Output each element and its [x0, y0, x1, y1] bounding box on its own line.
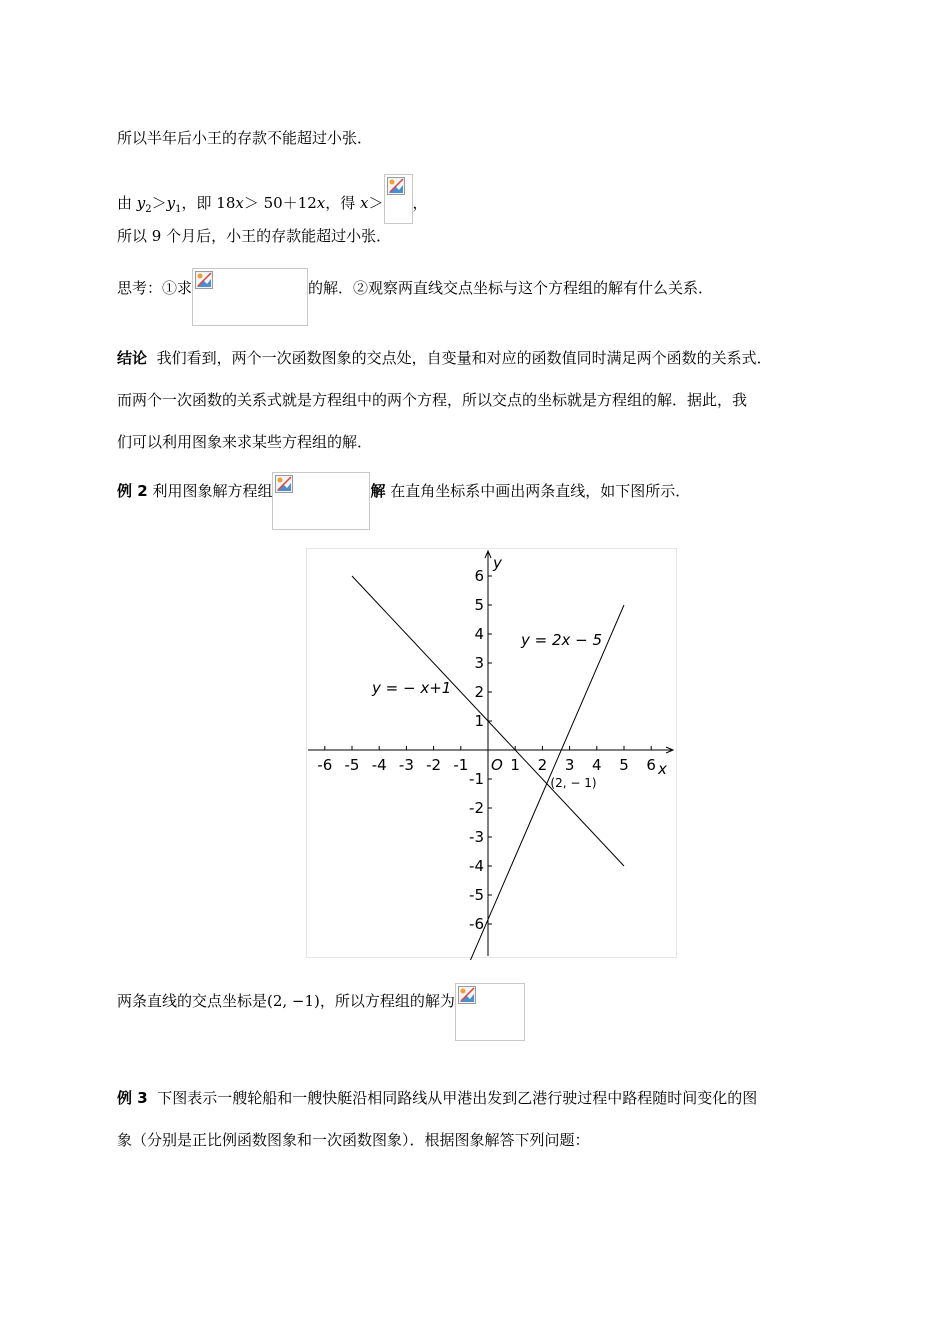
- y-tick-label: -5: [469, 886, 484, 904]
- x-tick-label: -2: [426, 756, 442, 774]
- coordinate-graph: [306, 548, 678, 960]
- y-tick-label: -2: [469, 799, 484, 817]
- conclusion-line-1: 结论 我们看到，两个一次函数图象的交点处，自变量和对应的函数值同时满足两个函数的关系式．: [117, 349, 772, 367]
- y-tick-label: 2: [474, 683, 484, 701]
- conclusion-line-2: 而两个一次函数的关系式就是方程组中的两个方程，所以交点的坐标就是方程组的解．据此，我: [117, 391, 748, 409]
- broken-image-icon: [387, 177, 405, 195]
- broken-image-placeholder: [384, 174, 413, 224]
- x-tick-label: 4: [592, 756, 602, 774]
- example-3-line-1: 例 3 下图表示一艘轮船和一艘快艇沿相同路线从甲港出发到乙港行驶过程中路程随时间变化的图: [117, 1089, 758, 1107]
- graph-frame: [307, 549, 677, 958]
- example-3-line-2: 象（分别是正比例函数图象和一次函数图象）．根据图象解答下列问题：: [117, 1131, 590, 1149]
- y-axis-label: y: [493, 554, 502, 572]
- broken-image-icon: [275, 475, 293, 493]
- y-tick-label: 6: [474, 567, 484, 585]
- conclusion-line-3: 们可以利用图象来求某些方程组的解．: [117, 433, 373, 451]
- broken-image-placeholder: [455, 983, 525, 1041]
- paragraph-3: 所以 9 个月后，小王的存款能超过小张．: [117, 227, 392, 245]
- series-label-2: y = − x+1: [372, 679, 452, 697]
- x-tick-label: -3: [398, 756, 414, 774]
- y-tick-label: 4: [474, 625, 484, 643]
- x-tick-label: 2: [537, 756, 548, 774]
- broken-image-placeholder: [272, 472, 370, 530]
- series-label-1: y = 2x − 5: [521, 631, 603, 649]
- broken-image-icon: [458, 986, 476, 1004]
- broken-image-placeholder: [192, 268, 308, 326]
- y-tick-label: -1: [469, 770, 484, 788]
- paragraph-2: 由 $y_2>y_1$，即 18x＞ 50＋12x，得 x＞ ，: [117, 174, 428, 224]
- x-tick-label: -1: [453, 756, 469, 774]
- intersection-label: (2, − 1): [550, 776, 597, 790]
- x-tick-label: -5: [344, 756, 360, 774]
- origin-label: O: [491, 756, 503, 774]
- y-tick-label: -4: [469, 857, 484, 875]
- y-tick-label: -6: [469, 915, 484, 933]
- x-axis-label: x: [658, 760, 667, 778]
- paragraph-1: 所以半年后小王的存款不能超过小张．: [117, 129, 373, 147]
- y-tick-label: 3: [474, 654, 484, 672]
- x-tick-label: -6: [317, 756, 333, 774]
- x-tick-label: 5: [619, 756, 629, 774]
- y-tick-label: 1: [474, 712, 484, 730]
- broken-image-icon: [195, 271, 213, 289]
- x-tick-label: -4: [371, 756, 387, 774]
- example-2: 例 2 利用图象解方程组 解 在直角坐标系中画出两条直线，如下图所示．: [117, 472, 690, 530]
- x-tick-label: 1: [510, 756, 520, 774]
- x-tick-label: 3: [564, 756, 575, 774]
- y-tick-label: -3: [469, 828, 484, 846]
- after-graph: 两条直线的交点坐标是(2, −1)，所以方程组的解为: [117, 983, 525, 1041]
- paragraph-4: 思考：①求 的解．②观察两直线交点坐标与这个方程组的解有什么关系．: [117, 268, 713, 326]
- x-tick-label: 6: [646, 756, 656, 774]
- y-tick-label: 5: [474, 596, 484, 614]
